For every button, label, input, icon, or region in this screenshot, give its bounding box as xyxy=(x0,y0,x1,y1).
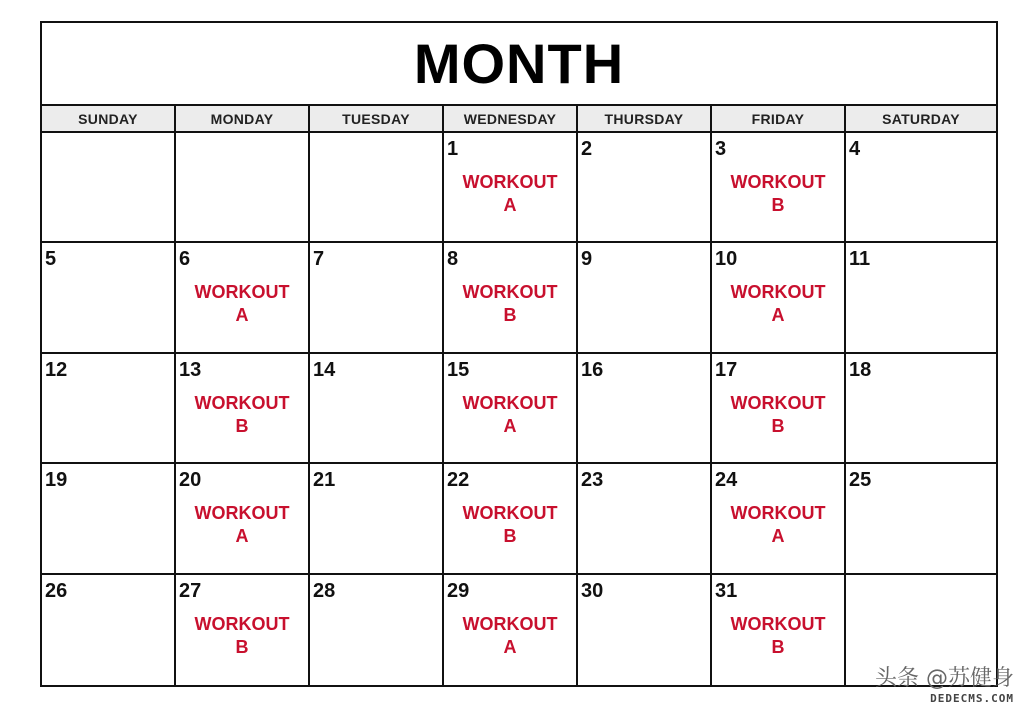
workout-word: WORKOUT xyxy=(730,392,826,413)
day-number: 3 xyxy=(715,138,727,160)
day-cell xyxy=(310,464,444,574)
workout-word: WORKOUT xyxy=(730,172,826,192)
workout-variant: A xyxy=(503,636,517,657)
day-number: 15 xyxy=(447,358,470,381)
weekday-header-row xyxy=(42,106,996,133)
workout-word: WORKOUT xyxy=(462,613,558,634)
day-cell xyxy=(444,354,578,464)
workout-label xyxy=(444,613,576,659)
day-number: 6 xyxy=(179,248,191,271)
workout-variant: A xyxy=(503,195,517,215)
day-number: 13 xyxy=(179,358,202,381)
page-title: MONTH xyxy=(42,23,996,106)
day-number: 16 xyxy=(581,358,604,381)
day-cell xyxy=(712,354,846,464)
day-number: 25 xyxy=(849,469,872,492)
day-number: 20 xyxy=(179,469,202,492)
day-cell xyxy=(310,354,444,464)
day-cell xyxy=(42,354,176,464)
day-cell xyxy=(578,243,712,353)
day-cell xyxy=(42,243,176,353)
workout-label xyxy=(712,281,844,327)
workout-word: WORKOUT xyxy=(462,503,558,524)
day-cell xyxy=(846,464,996,574)
day-cell xyxy=(712,133,846,243)
day-cell xyxy=(176,354,310,464)
day-cell xyxy=(444,243,578,353)
day-number: 12 xyxy=(45,358,68,381)
day-number: 29 xyxy=(447,579,470,602)
weekday-thursday: THURSDAY xyxy=(578,106,712,131)
workout-label xyxy=(176,502,308,548)
workout-variant: B xyxy=(771,195,785,215)
day-number: 18 xyxy=(849,358,872,381)
day-cell xyxy=(444,133,578,243)
day-cell xyxy=(712,575,846,685)
workout-variant: A xyxy=(771,526,785,547)
workout-word: WORKOUT xyxy=(730,282,826,303)
workout-label xyxy=(444,281,576,327)
watermark-sub: DEDECMS.COM xyxy=(930,692,1014,705)
day-number: 27 xyxy=(179,579,202,602)
day-cell xyxy=(846,133,996,243)
day-number: 11 xyxy=(849,248,871,271)
weekday-tuesday: TUESDAY xyxy=(310,106,444,131)
workout-variant: A xyxy=(771,305,785,326)
workout-label xyxy=(712,171,844,217)
day-number: 9 xyxy=(581,248,593,271)
workout-variant: A xyxy=(235,305,249,326)
day-cell xyxy=(444,464,578,574)
day-number: 30 xyxy=(581,579,604,602)
workout-label xyxy=(444,502,576,548)
weekday-wednesday: WEDNESDAY xyxy=(444,106,578,131)
workout-word: WORKOUT xyxy=(730,613,826,634)
workout-label xyxy=(176,613,308,659)
workout-word: WORKOUT xyxy=(462,282,558,303)
weekday-monday: MONDAY xyxy=(176,106,310,131)
day-cell xyxy=(176,133,310,243)
workout-label xyxy=(176,392,308,438)
workout-label xyxy=(712,502,844,548)
day-cell xyxy=(176,575,310,685)
day-cell xyxy=(42,464,176,574)
day-number: 26 xyxy=(45,579,68,602)
day-cell xyxy=(444,575,578,685)
workout-variant: A xyxy=(503,415,517,436)
day-number: 5 xyxy=(45,248,57,271)
workout-variant: B xyxy=(503,526,517,547)
day-number: 10 xyxy=(715,248,738,271)
day-number: 14 xyxy=(313,358,336,381)
day-number: 4 xyxy=(849,138,861,160)
workout-label xyxy=(712,613,844,659)
workout-word: WORKOUT xyxy=(194,613,290,634)
workout-label xyxy=(444,392,576,438)
day-cell xyxy=(578,133,712,243)
workout-label xyxy=(712,392,844,438)
day-number: 8 xyxy=(447,248,459,271)
day-cell xyxy=(176,464,310,574)
weekday-saturday: SATURDAY xyxy=(882,110,960,127)
day-cell xyxy=(310,575,444,685)
day-cell xyxy=(310,133,444,243)
day-number: 1 xyxy=(447,138,459,160)
workout-variant: B xyxy=(235,415,249,436)
day-cell xyxy=(42,133,176,243)
day-number: 21 xyxy=(313,469,336,492)
workout-variant: B xyxy=(771,636,785,657)
day-cell xyxy=(846,354,996,464)
day-cell xyxy=(578,464,712,574)
day-number: 28 xyxy=(313,579,336,602)
day-cell xyxy=(712,243,846,353)
day-cell xyxy=(42,575,176,685)
workout-label xyxy=(176,281,308,327)
workout-variant: B xyxy=(503,305,517,326)
workout-variant: B xyxy=(235,636,249,657)
watermark-main: 头条 @苏健身 xyxy=(875,666,1014,691)
weekday-sunday: SUNDAY xyxy=(42,106,176,131)
watermark xyxy=(875,661,1014,705)
workout-word: WORKOUT xyxy=(462,172,558,192)
day-number: 17 xyxy=(715,358,738,381)
day-number: 2 xyxy=(581,138,593,160)
calendar xyxy=(40,21,998,687)
day-cell xyxy=(578,575,712,685)
day-number: 22 xyxy=(447,469,470,492)
workout-variant: A xyxy=(235,526,249,547)
workout-word: WORKOUT xyxy=(194,392,290,413)
weekday-friday: FRIDAY xyxy=(712,106,846,131)
workout-word: WORKOUT xyxy=(462,392,558,413)
workout-variant: B xyxy=(771,415,785,436)
workout-word: WORKOUT xyxy=(194,503,290,524)
day-number: 31 xyxy=(715,579,738,602)
workout-word: WORKOUT xyxy=(194,282,290,303)
day-cell xyxy=(578,354,712,464)
day-cell xyxy=(712,464,846,574)
day-cell xyxy=(176,243,310,353)
day-grid xyxy=(42,133,996,685)
workout-word: WORKOUT xyxy=(730,503,826,524)
workout-label xyxy=(444,171,576,217)
day-number: 24 xyxy=(715,469,738,492)
day-number: 19 xyxy=(45,469,68,492)
day-cell xyxy=(846,243,996,353)
day-cell xyxy=(310,243,444,353)
day-number: 23 xyxy=(581,469,604,492)
day-number: 7 xyxy=(313,248,325,271)
